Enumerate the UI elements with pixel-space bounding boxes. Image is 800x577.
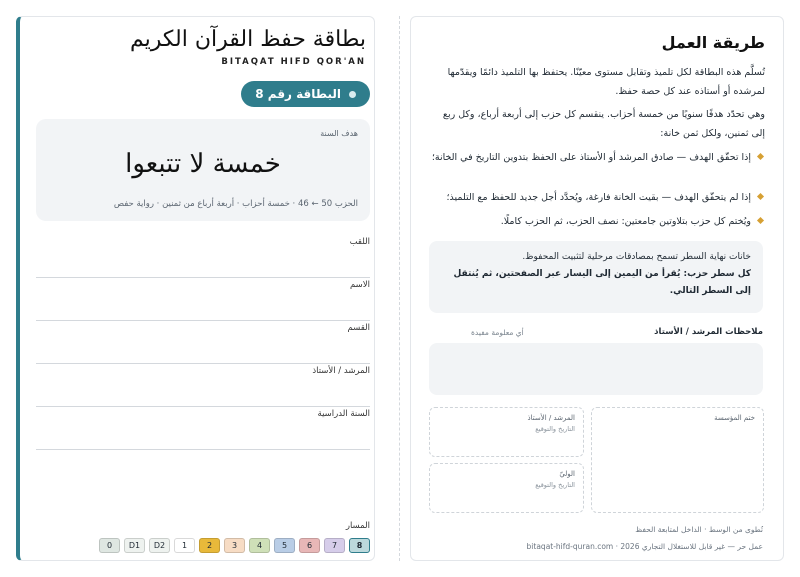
level-chip[interactable]: 0	[99, 538, 120, 553]
level-chip[interactable]: 8	[349, 538, 370, 553]
guardian-signature-box[interactable]	[429, 463, 584, 513]
field-label: السنة الدراسية	[317, 409, 370, 419]
method-intro: تُسلَّم هذه البطاقة لكل تلميذ وتقابل مستوى معيّنًا. يحتفظ بها التلميذ دائمًا ويقدّمها لمرشده أو أستاذه عند كل حصة حفظ.	[447, 67, 765, 97]
footer-fold-note: تُطوى من الوسط · الداخل لمتابعة الحفظ	[635, 525, 763, 534]
footer-license-text: عمل حر — غير قابل للاستغلال التجاري	[641, 542, 763, 551]
dot-icon	[349, 91, 356, 98]
field-label: الاسم	[350, 280, 370, 290]
field-name[interactable]	[36, 278, 370, 321]
card-title: بطاقة حفظ القرآن الكريم	[130, 27, 366, 52]
level-chip[interactable]: D2	[149, 538, 170, 553]
level-chip[interactable]: 3	[224, 538, 245, 553]
goal-detail: الحزب 50 ← 46 · خمسة أحزاب · أربعة أرباع من ثمنين · رواية حفص	[113, 199, 358, 209]
level-chip[interactable]: 1	[174, 538, 195, 553]
level-chip[interactable]: 6	[299, 538, 320, 553]
card-title-latin: BITAQAT HIFD QOR'AN	[221, 57, 366, 67]
observations-hint: أي معلومة مفيدة	[471, 328, 524, 337]
level-chip[interactable]: D1	[124, 538, 145, 553]
year-goal-box	[36, 119, 370, 221]
observations-label: ملاحظات المرشد / الأستاذ	[654, 327, 763, 337]
institution-stamp-box[interactable]	[591, 407, 764, 513]
note-bold: كل سطر حزب: يُقرأ من اليمين إلى اليسار عبر الصفحتين، ثم يُنتقل إلى السطر التالي.	[453, 269, 751, 296]
teacher-signature-box[interactable]	[429, 407, 584, 457]
level-chip[interactable]: 4	[249, 538, 270, 553]
bullet-not-achieved: إذا لم يتحقّق الهدف — بقيت الخانة فارغة، ويُحدَّد أجل جديد للحفظ مع التلميذ؛	[427, 189, 765, 207]
field-class[interactable]	[36, 321, 370, 364]
field-teacher[interactable]	[36, 364, 370, 407]
field-label: اللقب	[349, 237, 370, 247]
field-surname[interactable]	[36, 235, 370, 278]
card-front	[16, 16, 375, 561]
card-back	[410, 16, 784, 561]
card-number-text: البطاقة رقم 8	[255, 87, 341, 101]
footer-site: bitaqat-hifd-quran.com · 2026	[526, 542, 640, 551]
reading-note	[429, 241, 763, 313]
stamp-label: ختم المؤسسة	[714, 414, 755, 422]
guardian-sig-sub: التاريخ والتوقيع	[535, 481, 575, 489]
track-label: المسار	[345, 521, 370, 531]
method-plan: وهي تحدّد هدفًا سنويًا من خمسة أحزاب. ينقسم كل حزب إلى أربعة أرباع، وكل ربع إلى ثمنين، ولكل ثمن خانة:	[442, 109, 765, 139]
teacher-sig-label: المرشد / الأستاذ	[527, 414, 575, 422]
footer-license	[517, 542, 763, 551]
goal-title: خمسة لا تتبعوا	[125, 149, 281, 179]
teacher-sig-sub: التاريخ والتوقيع	[535, 425, 575, 433]
observations-box[interactable]	[429, 343, 763, 395]
level-chip[interactable]: 7	[324, 538, 345, 553]
field-school-year[interactable]	[36, 407, 370, 450]
field-label: المرشد / الأستاذ	[312, 366, 370, 376]
guardian-sig-label: الوليّ	[559, 470, 575, 478]
bullet-final-recitation: ويُختم كل حزب بتلاوتين جامعتين: نصف الحزب، ثم الحزب كاملًا.	[427, 213, 765, 231]
note-line: خانات نهاية السطر تسمح بمصادقات مرحلية لتثبيت المحفوظ.	[522, 252, 751, 262]
level-chip[interactable]: 5	[274, 538, 295, 553]
method-title: طريقة العمل	[661, 33, 765, 52]
goal-label: هدف السنة	[320, 129, 358, 138]
card-number-badge	[241, 81, 370, 107]
bullet-achieved: إذا تحقّق الهدف — صادق المرشد أو الأستاذ على الحفظ بتدوين التاريخ في الخانة؛	[427, 149, 765, 167]
track-levels	[99, 538, 370, 553]
fold-line	[399, 16, 400, 561]
field-label: القسم	[347, 323, 370, 333]
level-chip[interactable]: 2	[199, 538, 220, 553]
